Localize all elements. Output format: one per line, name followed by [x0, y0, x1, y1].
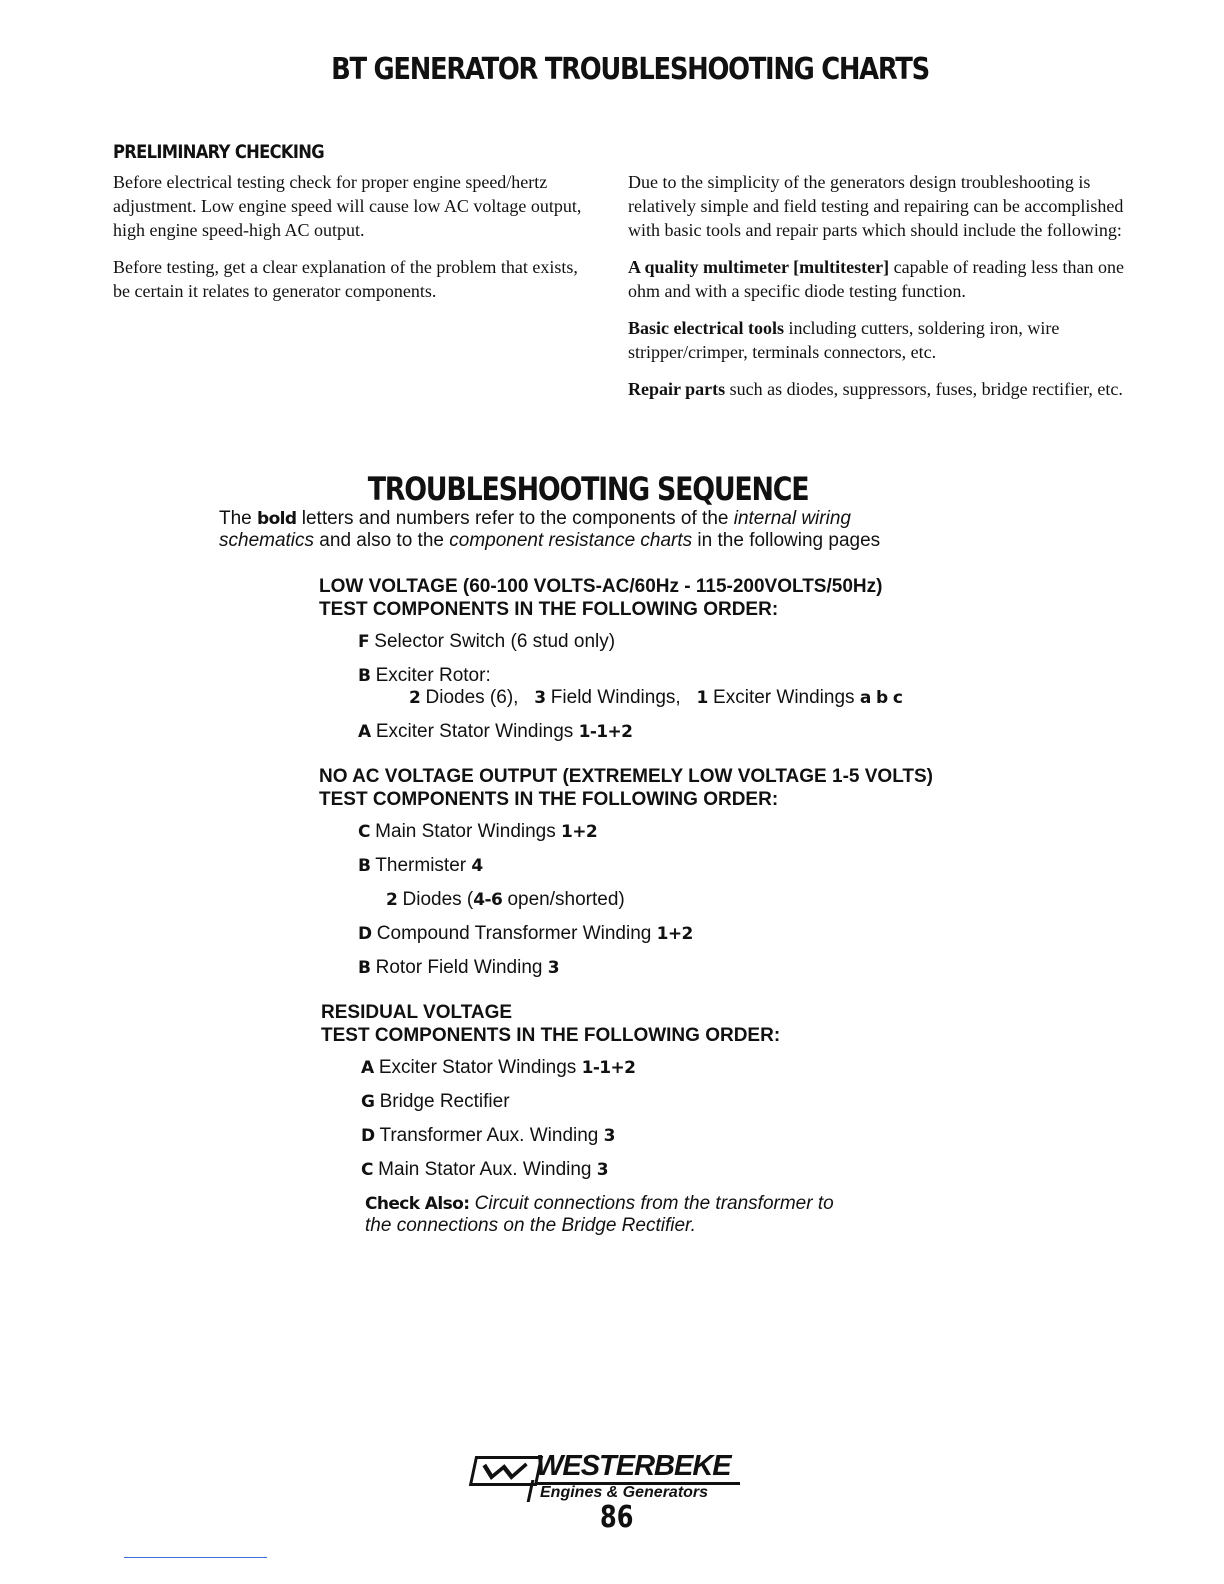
no-ac-item-d: D Compound Transformer Winding 1+2	[358, 923, 693, 944]
low-voltage-item-b: B Exciter Rotor:	[358, 665, 491, 686]
residual-item-c: C Main Stator Aux. Winding 3	[361, 1159, 609, 1180]
preliminary-heading: PRELIMINARY CHECKING	[113, 141, 324, 163]
page-number: 86	[600, 1500, 634, 1535]
preliminary-left-column	[113, 170, 598, 316]
sequence-intro: The bold letters and numbers refer to the components of the internal wiring schematics and also to the component resistance charts in the following pages	[219, 508, 881, 551]
low-voltage-heading: LOW VOLTAGE (60-100 VOLTS-AC/60Hz - 115-200VOLTS/50Hz) TEST COMPONENTS IN THE FOLLOWING ORDER:	[319, 576, 883, 620]
no-ac-heading: NO AC VOLTAGE OUTPUT (EXTREMELY LOW VOLTAGE 1-5 VOLTS) TEST COMPONENTS IN THE FOLLOWING ORDER:	[319, 766, 934, 810]
tool-repair-parts: Repair parts such as diodes, suppressors, fuses, bridge rectifier, etc.	[628, 379, 1123, 399]
tool-multimeter: A quality multimeter [multitester] capable of reading less than one ohm and with a specific diode testing function.	[628, 257, 1125, 301]
preliminary-right-column	[628, 170, 1128, 414]
preliminary-right-paragraph: Due to the simplicity of the generators design troubleshooting is relatively simple and field testing and repairing can be accomplished with basic tools and repair parts which should include the following:	[628, 172, 1124, 240]
preliminary-left-paragraph-1: Before electrical testing check for proper engine speed/hertz adjustment. Low engine speed will cause low AC voltage output, high engine speed-high AC output.	[113, 172, 582, 240]
brand-name: WESTERBEKE	[536, 1450, 740, 1485]
low-voltage-subitems: 2 Diodes (6), 3 Field Windings, 1 Exciter Windings a b c	[409, 687, 903, 708]
footer-line	[124, 1557, 267, 1558]
sequence-title: TROUBLESHOOTING SEQUENCE	[367, 470, 809, 508]
residual-item-g: G Bridge Rectifier	[361, 1091, 510, 1112]
brand-tagline: Engines & Generators	[540, 1484, 709, 1501]
no-ac-item-b: B Thermister 4	[358, 855, 483, 876]
residual-check-also: Check Also: Circuit connections from the transformer to the connections on the Bridge Rectifier.	[365, 1193, 834, 1236]
residual-heading: RESIDUAL VOLTAGE TEST COMPONENTS IN THE FOLLOWING ORDER:	[321, 1002, 781, 1046]
low-voltage-item-a: A Exciter Stator Windings 1-1+2	[358, 721, 633, 742]
no-ac-item-diodes: 2 Diodes (4-6 open/shorted)	[386, 889, 625, 910]
residual-item-a: A Exciter Stator Windings 1-1+2	[361, 1057, 636, 1078]
preliminary-left-paragraph-2: Before testing, get a clear explanation of the problem that exists, be certain it relates to generator components.	[113, 257, 578, 301]
page-title: BT GENERATOR TROUBLESHOOTING CHARTS	[331, 52, 929, 87]
low-voltage-item-f: F Selector Switch (6 stud only)	[358, 631, 616, 652]
no-ac-item-c: C Main Stator Windings 1+2	[358, 821, 598, 842]
tool-electrical: Basic electrical tools including cutters, soldering iron, wire stripper/crimper, terminals connectors, etc.	[628, 318, 1060, 362]
residual-item-d: D Transformer Aux. Winding 3	[361, 1125, 615, 1146]
no-ac-item-rotor: B Rotor Field Winding 3	[358, 957, 559, 978]
